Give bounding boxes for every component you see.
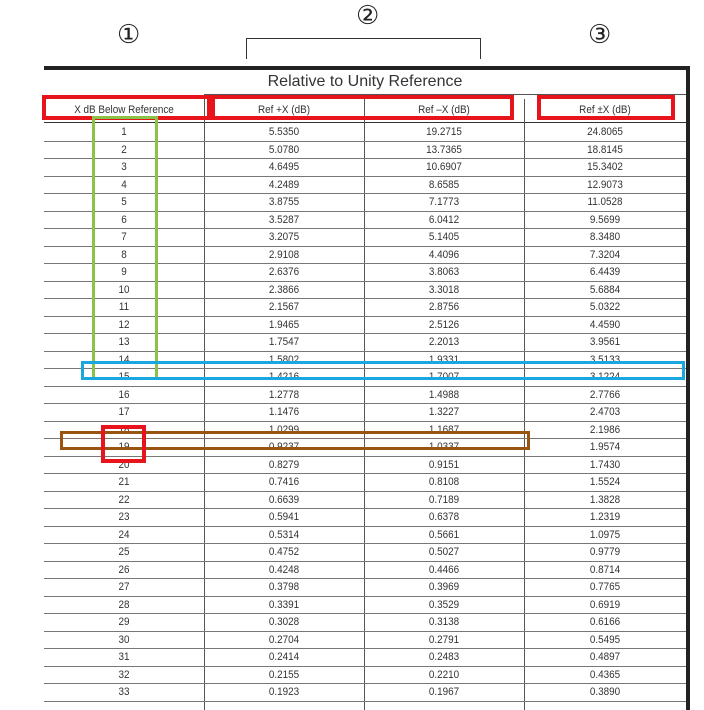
ref-plusminus-cell: 15.3402 xyxy=(587,161,623,173)
x-db-cell: 12 xyxy=(118,318,130,331)
ref-plus-cell: 1.9465 xyxy=(268,318,300,331)
x-db-cell: 28 xyxy=(118,598,130,611)
ref-plus-cell: 1.4216 xyxy=(268,371,300,383)
ref-minus-cell: 1.9331 xyxy=(428,353,460,366)
table-row xyxy=(44,579,686,597)
highlight-box-row-15 xyxy=(81,361,685,380)
ref-plusminus-cell: 0.8714 xyxy=(589,563,621,576)
header-ref-plus-x: Ref +X (dB) xyxy=(257,104,311,116)
ref-minus-cell: 0.5661 xyxy=(428,528,460,541)
x-db-cell: 23 xyxy=(118,511,130,523)
ref-plusminus-cell: 24.8065 xyxy=(587,126,623,138)
x-db-cell: 29 xyxy=(118,616,130,628)
ref-plusminus-cell: 6.4439 xyxy=(589,266,621,278)
x-db-cell: 3 xyxy=(121,161,127,173)
ref-plusminus-cell: 2.7766 xyxy=(589,388,621,401)
x-db-cell: 32 xyxy=(118,668,130,681)
table-title: Relative to Unity Reference xyxy=(267,73,463,90)
x-db-cell: 1 xyxy=(121,126,127,138)
ref-plus-cell: 0.1923 xyxy=(268,686,300,698)
ref-plus-cell: 2.3866 xyxy=(268,283,300,296)
ref-minus-cell: 13.7365 xyxy=(426,143,462,156)
x-db-cell: 20 xyxy=(118,458,130,471)
ref-plusminus-cell: 3.5133 xyxy=(589,353,621,366)
table-row xyxy=(44,684,686,702)
ref-plusminus-cell: 11.0528 xyxy=(587,196,623,208)
ref-minus-cell: 3.8063 xyxy=(428,266,460,278)
ref-plusminus-cell: 2.4703 xyxy=(589,406,621,418)
ref-plus-cell: 0.3028 xyxy=(268,616,300,628)
x-db-cell: 2 xyxy=(121,143,127,156)
x-db-cell: 13 xyxy=(118,336,130,348)
ref-minus-cell: 0.9151 xyxy=(428,458,460,471)
x-db-cell: 8 xyxy=(121,248,127,261)
x-db-cell: 4 xyxy=(121,178,127,191)
x-db-cell: 33 xyxy=(118,686,130,698)
ref-minus-cell: 0.2791 xyxy=(428,633,460,646)
ref-plus-cell: 0.8279 xyxy=(268,458,300,471)
ref-minus-cell: 19.2715 xyxy=(426,126,462,138)
table-row xyxy=(44,492,686,510)
table-row xyxy=(44,404,686,422)
ref-plus-cell: 3.5287 xyxy=(268,213,300,226)
ref-minus-cell: 1.7007 xyxy=(428,371,460,383)
ref-minus-cell: 6.0412 xyxy=(428,213,460,226)
ref-minus-cell: 2.5126 xyxy=(428,318,460,331)
ref-minus-cell: 1.0337 xyxy=(428,441,460,453)
x-db-cell: 10 xyxy=(118,283,130,296)
ref-minus-cell: 4.4096 xyxy=(428,248,460,261)
ref-minus-cell: 0.8108 xyxy=(428,476,460,488)
group-bracket xyxy=(246,38,481,59)
circled-number-1: ① xyxy=(117,20,141,50)
table-row xyxy=(44,544,686,562)
ref-plusminus-cell: 0.3890 xyxy=(589,686,621,698)
table-row xyxy=(44,474,686,492)
ref-plus-cell: 1.0299 xyxy=(268,423,300,436)
ref-plus-cell: 5.5350 xyxy=(268,126,300,138)
x-db-cell: 30 xyxy=(118,633,130,646)
ref-plus-cell: 0.4248 xyxy=(268,563,300,576)
ref-minus-cell: 0.4466 xyxy=(428,563,460,576)
table-row xyxy=(44,387,686,405)
highlight-box-plus-minus-headers xyxy=(211,95,514,120)
ref-minus-cell: 0.6378 xyxy=(428,511,460,523)
x-db-cell: 6 xyxy=(121,213,127,226)
ref-minus-cell: 7.1773 xyxy=(428,196,460,208)
ref-plus-cell: 4.6495 xyxy=(268,161,300,173)
ref-plus-cell: 2.1567 xyxy=(268,301,300,313)
ref-plus-cell: 2.6376 xyxy=(268,266,300,278)
ref-minus-cell: 0.2210 xyxy=(428,668,460,681)
ref-plus-cell: 4.2489 xyxy=(268,178,300,191)
header-ref-minus-x: Ref –X (dB) xyxy=(418,104,470,116)
x-db-cell: 11 xyxy=(118,301,130,313)
x-db-cell: 27 xyxy=(118,581,130,593)
table-row xyxy=(44,597,686,615)
ref-plusminus-cell: 1.7430 xyxy=(589,458,621,471)
ref-minus-cell: 5.1405 xyxy=(428,231,460,243)
ref-plusminus-cell: 5.0322 xyxy=(589,301,621,313)
ref-minus-cell: 0.3138 xyxy=(428,616,460,628)
ref-plusminus-cell: 12.9073 xyxy=(587,178,623,191)
ref-plus-cell: 0.3391 xyxy=(268,598,300,611)
highlight-box-x-values-1-15 xyxy=(92,116,158,380)
x-db-cell: 24 xyxy=(118,528,130,541)
x-db-cell: 16 xyxy=(118,388,130,401)
ref-minus-cell: 1.1687 xyxy=(428,423,460,436)
x-db-cell: 26 xyxy=(118,563,130,576)
ref-plus-cell: 1.1476 xyxy=(268,406,300,418)
table-row xyxy=(44,614,686,632)
ref-plusminus-cell: 0.4365 xyxy=(589,668,621,681)
ref-plusminus-cell: 8.3480 xyxy=(589,231,621,243)
ref-plus-cell: 1.5802 xyxy=(268,353,300,366)
ref-plusminus-cell: 7.3204 xyxy=(589,248,621,261)
table-row xyxy=(44,667,686,685)
ref-plusminus-cell: 4.4590 xyxy=(589,318,621,331)
ref-plus-cell: 3.8755 xyxy=(268,196,300,208)
highlight-box-cell-19 xyxy=(101,425,146,463)
ref-plus-cell: 2.9108 xyxy=(268,248,300,261)
ref-plus-cell: 0.3798 xyxy=(268,581,300,593)
ref-plus-cell: 3.2075 xyxy=(268,231,300,243)
ref-plus-cell: 1.7547 xyxy=(268,336,300,348)
ref-plus-cell: 5.0780 xyxy=(268,143,300,156)
table-row xyxy=(44,509,686,527)
x-db-cell: 31 xyxy=(118,651,130,663)
circled-number-2: ② xyxy=(356,1,380,31)
ref-minus-cell: 0.3969 xyxy=(428,581,460,593)
ref-plusminus-cell: 1.3828 xyxy=(589,493,621,506)
ref-plus-cell: 0.4752 xyxy=(268,546,300,558)
ref-plus-cell: 0.5314 xyxy=(268,528,300,541)
x-db-cell: 7 xyxy=(121,231,127,243)
ref-plus-cell: 0.9237 xyxy=(268,441,300,453)
ref-plusminus-cell: 3.1224 xyxy=(589,371,621,383)
ref-plusminus-cell: 0.9779 xyxy=(589,546,621,558)
ref-plusminus-cell: 0.7765 xyxy=(589,581,621,593)
ref-plus-cell: 0.2704 xyxy=(268,633,300,646)
table-row xyxy=(44,649,686,667)
ref-plus-cell: 0.7416 xyxy=(268,476,300,488)
ref-minus-cell: 0.3529 xyxy=(428,598,460,611)
table-row xyxy=(44,527,686,545)
ref-plusminus-cell: 3.9561 xyxy=(589,336,621,348)
x-db-cell: 9 xyxy=(121,266,127,278)
x-db-cell: 17 xyxy=(118,406,130,418)
ref-plus-cell: 0.6639 xyxy=(268,493,300,506)
ref-plusminus-cell: 1.2319 xyxy=(589,511,621,523)
header-x-db-below: X dB Below Reference xyxy=(74,104,174,116)
table-row xyxy=(44,562,686,580)
ref-minus-cell: 0.7189 xyxy=(428,493,460,506)
highlight-box-plusminus-header xyxy=(537,95,675,120)
ref-minus-cell: 1.3227 xyxy=(428,406,460,418)
ref-minus-cell: 8.6585 xyxy=(428,178,460,191)
ref-minus-cell: 3.3018 xyxy=(428,283,460,296)
ref-plusminus-cell: 1.0975 xyxy=(589,528,621,541)
x-db-cell: 18 xyxy=(118,423,130,436)
circled-number-3: ③ xyxy=(588,20,612,50)
ref-minus-cell: 10.6907 xyxy=(426,161,462,173)
ref-plusminus-cell: 1.9574 xyxy=(589,441,621,453)
ref-plus-cell: 1.2778 xyxy=(268,388,300,401)
ref-minus-cell: 2.2013 xyxy=(428,336,460,348)
ref-plusminus-cell: 0.5495 xyxy=(589,633,621,646)
ref-plusminus-cell: 2.1986 xyxy=(589,423,621,436)
x-db-cell: 5 xyxy=(121,196,127,208)
ref-plusminus-cell: 0.6166 xyxy=(589,616,621,628)
ref-plusminus-cell: 0.4897 xyxy=(589,651,621,663)
ref-minus-cell: 1.4988 xyxy=(428,388,460,401)
x-db-cell: 19 xyxy=(118,441,130,453)
ref-plusminus-cell: 9.5699 xyxy=(589,213,621,226)
ref-plusminus-cell: 1.5524 xyxy=(589,476,621,488)
ref-plusminus-cell: 0.6919 xyxy=(589,598,621,611)
table-row xyxy=(44,632,686,650)
ref-plusminus-cell: 18.8145 xyxy=(587,143,623,156)
x-db-cell: 22 xyxy=(118,493,130,506)
ref-minus-cell: 0.1967 xyxy=(428,686,460,698)
ref-plus-cell: 0.2414 xyxy=(268,651,300,663)
x-db-cell: 14 xyxy=(118,353,130,366)
ref-minus-cell: 2.8756 xyxy=(428,301,460,313)
ref-plusminus-cell: 5.6884 xyxy=(589,283,621,296)
header-ref-plusminus-x: Ref ±X (dB) xyxy=(579,104,631,116)
ref-minus-cell: 0.2483 xyxy=(428,651,460,663)
x-db-cell: 21 xyxy=(118,476,130,488)
ref-plus-cell: 0.2155 xyxy=(268,668,300,681)
x-db-cell: 15 xyxy=(118,371,130,383)
ref-plus-cell: 0.5941 xyxy=(268,511,300,523)
ref-minus-cell: 0.5027 xyxy=(428,546,460,558)
x-db-cell: 25 xyxy=(118,546,130,558)
